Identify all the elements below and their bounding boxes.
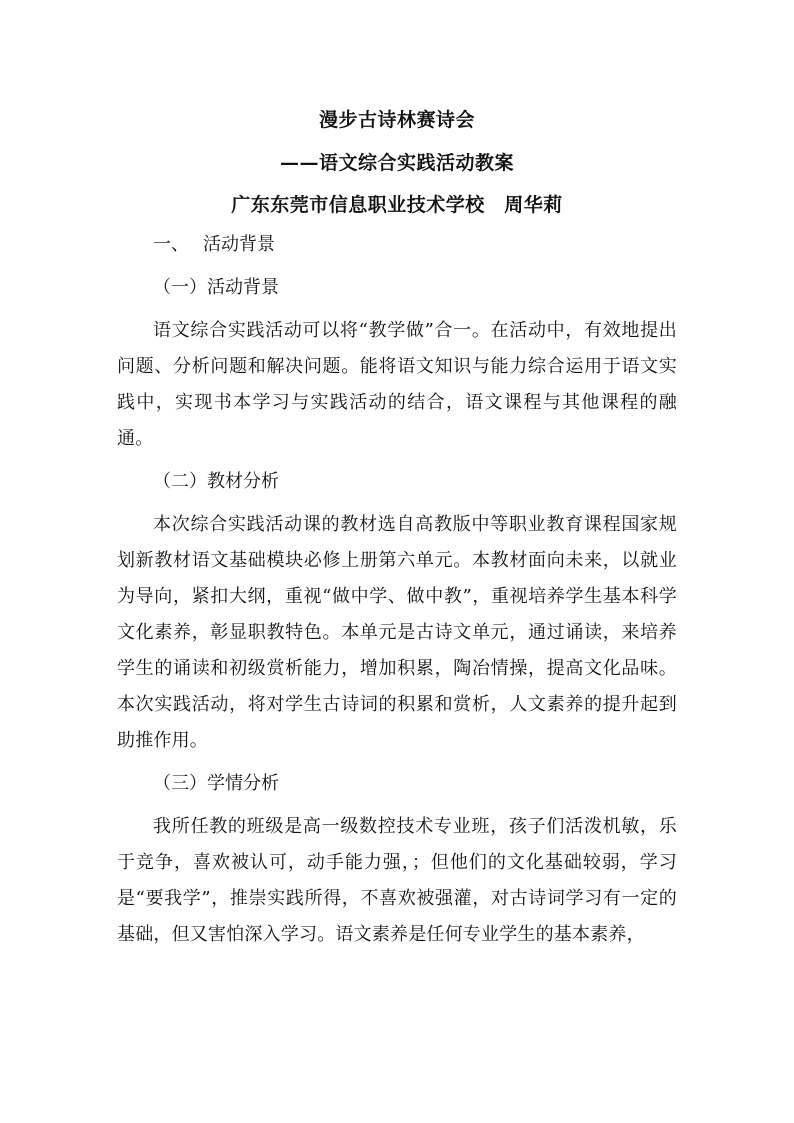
- author-line: 广东东莞市信息职业技术学校 周华莉: [231, 194, 563, 216]
- subsection-heading-3: （三）学情分析: [153, 773, 279, 794]
- paragraph-student-analysis: 我所任教的班级是高一级数控技术专业班，孩子们活泼机敏，乐于竞争，喜欢被认可，动手能力强，；但他们的文化基础较弱，学习是“要我学”，推崇实践所得，不喜欢被强灌，对古诗词学习有一定的基础，但又害怕深入学习。语文素养是任何专业学生的基本素养，: [117, 816, 677, 945]
- subsection-heading-2: （二）教材分析: [153, 471, 279, 492]
- document-body: [117, 227, 677, 953]
- subsection-heading-1: （一）活动背景: [153, 277, 279, 298]
- section-number-1: 一、: [153, 234, 189, 255]
- paragraph-textbook-analysis: 本次综合实践活动课的教材选自高教版中等职业教育课程国家规划新教材语文基础模块必修上册第六单元。本教材面向未来，以就业为导向，紧扣大纲，重视“做中学、做中教”，重视培养学生基本科学文化素养，彰显职教特色。本单元是古诗文单元，通过诵读，来培养学生的诵读和初级赏析能力，增加积累，陶冶情操，提高文化品味。本次实践活动，将对学生古诗词的积累和赏析，人文素养的提升起到助推作用。: [117, 514, 677, 751]
- paragraph-background: 语文综合实践活动可以将“教学做”合一。在活动中，有效地提出问题、分析问题和解决问题。能将语文知识与能力综合运用于语文实践中，实现书本学习与实践活动的结合，语文课程与其他课程的融通。: [117, 320, 677, 449]
- section-title-1: 活动背景: [203, 234, 275, 255]
- section-heading-1: [117, 227, 677, 263]
- document-title: 漫步古诗林赛诗会: [318, 109, 475, 131]
- document-subtitle: ——语文综合实践活动教案: [279, 152, 514, 174]
